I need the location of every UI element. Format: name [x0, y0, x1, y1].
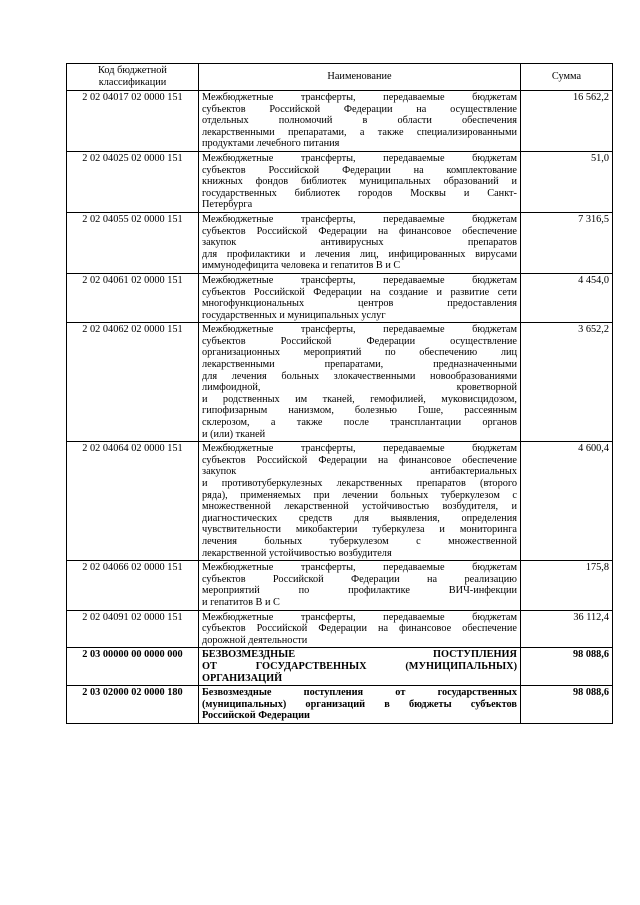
budget-code: 2 02 04091 02 0000 151 — [67, 610, 199, 648]
table-body — [67, 91, 613, 724]
item-name-line: лекарственными препаратами, предназначенными — [202, 359, 517, 371]
item-name-line: Межбюджетные трансферты, передаваемые бюджетам — [202, 611, 517, 623]
budget-code: 2 03 02000 02 0000 180 — [67, 686, 199, 724]
amount: 98 088,6 — [521, 686, 613, 724]
item-name-line: закупок антибактериальных — [202, 466, 517, 478]
item-name-line: Российской Федерации — [202, 710, 310, 722]
item-name-line: Межбюджетные трансферты, передаваемые бюджетам — [202, 213, 517, 225]
amount: 175,8 — [521, 561, 613, 610]
item-name-line: склерозом, а также после трансплантации органов — [202, 417, 517, 429]
item-name-line: лекарственными препаратами, а также специализированными — [202, 126, 517, 138]
header-name: Наименование — [199, 64, 521, 91]
item-name-line: гипофизарным нанизмом, болезнью Гоше, рассеянным — [202, 405, 517, 417]
item-name-line: чувствительности микобактерии туберкулеза и мониторинга — [202, 524, 517, 536]
item-name-line: лечения больных туберкулезом с множественной — [202, 535, 517, 547]
item-name-line: Межбюджетные трансферты, передаваемые бюджетам — [202, 274, 517, 286]
item-name-line: и гепатитов В и С — [202, 596, 280, 608]
item-name-line: субъектов Российской Федерации осуществление — [202, 335, 517, 347]
table-row — [67, 273, 613, 322]
item-name-line: Безвозмездные поступления от государственных — [202, 687, 517, 699]
item-name-line: субъектов Российской Федерации на финансовое обеспечение — [202, 225, 517, 237]
item-name-line: Межбюджетные трансферты, передаваемые бюджетам — [202, 92, 517, 103]
item-name — [199, 686, 521, 724]
item-name — [199, 273, 521, 322]
item-name-line: и родственных им тканей, гемофилией, муковисцидозом, — [202, 393, 517, 405]
amount: 98 088,6 — [521, 648, 613, 686]
item-name-line: лимфоидной, кроветворной — [202, 382, 517, 394]
budget-code: 2 03 00000 00 0000 000 — [67, 648, 199, 686]
table-row — [67, 648, 613, 686]
table-row — [67, 561, 613, 610]
budget-code: 2 02 04066 02 0000 151 — [67, 561, 199, 610]
item-name-line: (муниципальных) организаций в бюджеты субъектов — [202, 698, 517, 710]
item-name — [199, 561, 521, 610]
item-name-line: ОТ ГОСУДАРСТВЕННЫХ (МУНИЦИПАЛЬНЫХ) — [202, 660, 517, 672]
budget-code: 2 02 04062 02 0000 151 — [67, 323, 199, 442]
table-row — [67, 323, 613, 442]
item-name — [199, 610, 521, 648]
amount: 36 112,4 — [521, 610, 613, 648]
item-name-line: для профилактики и лечения лиц, инфицированных вирусами — [202, 248, 517, 260]
item-name — [199, 323, 521, 442]
amount: 51,0 — [521, 151, 613, 212]
item-name — [199, 442, 521, 561]
item-name-line: субъектов Российской Федерации на осуществление — [202, 103, 517, 115]
item-name-line: закупок антивирусных препаратов — [202, 237, 517, 249]
table-row — [67, 686, 613, 724]
item-name-line: для лечения больных злокачественными новообразованиями — [202, 370, 517, 382]
header-sum: Сумма — [521, 64, 613, 91]
amount: 4 600,4 — [521, 442, 613, 561]
amount: 7 316,5 — [521, 212, 613, 273]
item-name-line: дорожной деятельности — [202, 634, 308, 646]
header-code: Код бюджетной классификации — [67, 64, 199, 91]
item-name-line: книжных фондов библиотек муниципальных образований и — [202, 176, 517, 188]
item-name-line: БЕЗВОЗМЕЗДНЫЕ ПОСТУПЛЕНИЯ — [202, 649, 517, 661]
budget-code: 2 02 04017 02 0000 151 — [67, 91, 199, 152]
item-name-line: государственных библиотек городов Москвы и Санкт- — [202, 187, 517, 199]
table-row — [67, 212, 613, 273]
amount: 4 454,0 — [521, 273, 613, 322]
budget-code: 2 02 04025 02 0000 151 — [67, 151, 199, 212]
amount: 16 562,2 — [521, 91, 613, 152]
item-name-line: субъектов Российской Федерации на финансовое обеспечение — [202, 454, 517, 466]
item-name-line: лекарственной устойчивостью возбудителя — [202, 547, 392, 559]
table-row — [67, 91, 613, 152]
item-name-line: продуктами лечебного питания — [202, 138, 340, 150]
item-name — [199, 151, 521, 212]
item-name-line: иммунодефицита человека и гепатитов В и С — [202, 260, 401, 272]
item-name-line: субъектов Российской Федерации на комплектование — [202, 164, 517, 176]
item-name-line: Петербурга — [202, 199, 253, 211]
item-name-line: мероприятий по профилактике ВИЧ-инфекции — [202, 585, 517, 597]
item-name-line: государственных и муниципальных услуг — [202, 309, 386, 321]
item-name-line: ОРГАНИЗАЦИЙ — [202, 672, 283, 684]
item-name-line: субъектов Российской Федерации на реализацию — [202, 573, 517, 585]
table-row — [67, 610, 613, 648]
budget-code: 2 02 04064 02 0000 151 — [67, 442, 199, 561]
table-row — [67, 151, 613, 212]
item-name-line: и (или) тканей — [202, 428, 266, 440]
item-name-line: организационных мероприятий по обеспечению лиц — [202, 347, 517, 359]
amount: 3 652,2 — [521, 323, 613, 442]
budget-code: 2 02 04061 02 0000 151 — [67, 273, 199, 322]
item-name — [199, 212, 521, 273]
item-name-line: множественной лекарственной устойчивостью возбудителя, и — [202, 501, 517, 513]
item-name-line: субъектов Российской Федерации на финансовое обеспечение — [202, 623, 517, 635]
item-name-line: Межбюджетные трансферты, передаваемые бюджетам — [202, 443, 517, 455]
item-name-line: Межбюджетные трансферты, передаваемые бюджетам — [202, 152, 517, 164]
item-name-line: ряда), применяемых при лечении больных туберкулезом с — [202, 489, 517, 501]
item-name-line: субъектов Российской Федерации на создание и развитие сети — [202, 286, 517, 298]
item-name-line: Межбюджетные трансферты, передаваемые бюджетам — [202, 324, 517, 336]
item-name-line: Межбюджетные трансферты, передаваемые бюджетам — [202, 562, 517, 574]
budget-code: 2 02 04055 02 0000 151 — [67, 212, 199, 273]
table-row — [67, 442, 613, 561]
item-name-line: диагностических средств для выявления, определения — [202, 512, 517, 524]
item-name-line: и противотуберкулезных лекарственных препаратов (второго — [202, 478, 517, 489]
item-name-line: многофункциональных центров предоставления — [202, 298, 517, 310]
table-header-row — [67, 64, 613, 91]
budget-classification-table — [66, 63, 613, 724]
item-name — [199, 91, 521, 152]
item-name-line: отдельных полномочий в области обеспечения — [202, 115, 517, 127]
item-name — [199, 648, 521, 686]
